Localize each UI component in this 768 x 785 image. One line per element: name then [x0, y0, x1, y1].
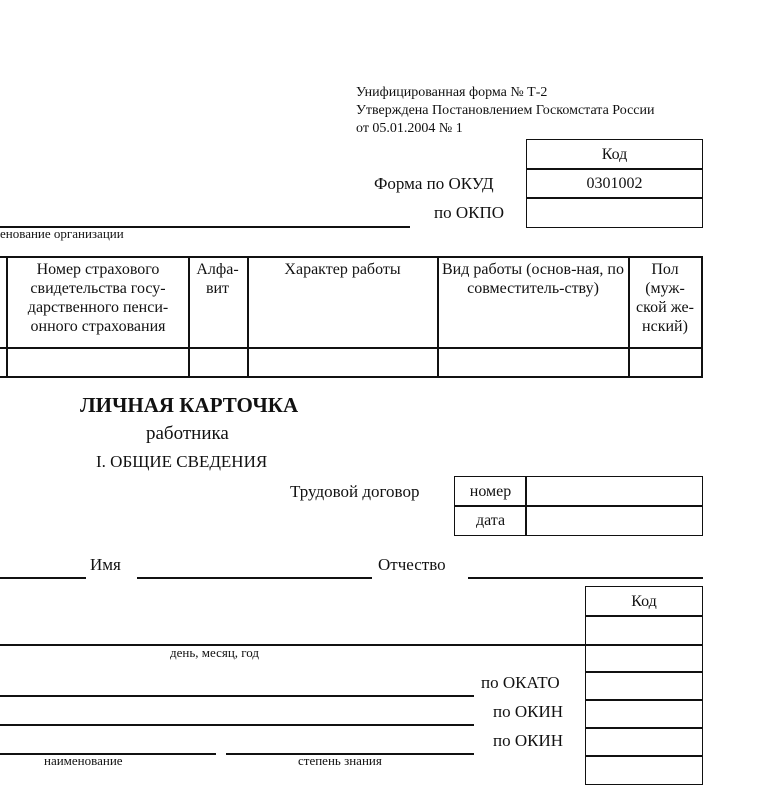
code-cell-extra[interactable]	[585, 755, 703, 785]
okpo-label: по ОКПО	[434, 203, 505, 222]
approval-line: Утверждена Постановлением Госкомстата России	[356, 103, 655, 118]
patronymic-line[interactable]	[468, 577, 703, 579]
language-level-caption: степень знания	[298, 753, 382, 768]
okud-label: Форма по ОКУД	[374, 174, 494, 193]
col-work-character: Характер работы	[284, 261, 401, 278]
kod-bottom-label: Код	[631, 593, 657, 610]
okin-label-1: по ОКИН	[493, 702, 564, 721]
contract-date-label: дата	[475, 512, 506, 529]
approval-date-line: от 05.01.2004 № 1	[356, 121, 463, 136]
first-name-line[interactable]	[137, 577, 372, 579]
contract-label: Трудовой договор	[290, 482, 420, 501]
cell-gender[interactable]	[630, 352, 701, 374]
contract-number-field[interactable]	[525, 476, 703, 507]
code-cell-okato[interactable]	[585, 671, 703, 701]
cell-insurance-number[interactable]	[8, 352, 188, 374]
okin-label-2: по ОКИН	[493, 731, 564, 750]
code-cell-okin1[interactable]	[585, 699, 703, 729]
okud-value: 0301002	[586, 175, 643, 192]
code-cell-birthdate[interactable]	[585, 615, 703, 646]
info-table	[0, 256, 703, 378]
okpo-cell[interactable]	[526, 197, 703, 228]
col-gender: Пол (муж-ской же-нский)	[636, 261, 694, 335]
section-title: I. ОБЩИЕ СВЕДЕНИЯ	[96, 452, 268, 471]
cell-alphabet[interactable]	[190, 352, 247, 374]
okato-label: по ОКАТО	[481, 673, 560, 692]
card-subtitle: работника	[146, 423, 229, 444]
contract-date-field[interactable]	[525, 505, 703, 536]
cell-work-type[interactable]	[439, 352, 628, 374]
first-name-label: Имя	[90, 555, 121, 574]
organization-caption: енование организации	[0, 226, 124, 241]
col-insurance-number: Номер страхового свидетельства госу-дарственного пенси-онного страхования	[27, 261, 169, 335]
col-work-type: Вид работы (основ-ная, по совместитель-ству)	[441, 261, 624, 297]
patronymic-label: Отчество	[378, 555, 446, 574]
surname-line[interactable]	[0, 577, 86, 579]
col-alphabet: Алфа-вит	[196, 261, 239, 297]
birth-date-caption: день, месяц, год	[170, 645, 260, 660]
citizenship-line[interactable]	[0, 724, 474, 726]
card-title: ЛИЧНАЯ КАРТОЧКА	[80, 393, 299, 417]
code-cell-birthplace[interactable]	[585, 644, 703, 673]
contract-number-label: номер	[469, 483, 512, 500]
kod-bottom-header	[585, 586, 703, 617]
okud-cell[interactable]	[526, 168, 703, 199]
birth-date-line[interactable]	[0, 644, 585, 646]
kod-header-cell	[526, 139, 703, 170]
language-name-caption: наименование	[44, 753, 123, 768]
form-number-line: Унифицированная форма № Т-2	[356, 85, 548, 100]
contract-date-label-cell	[454, 505, 527, 536]
contract-number-label-cell	[454, 476, 527, 507]
kod-label: Код	[601, 146, 628, 163]
code-cell-okin2[interactable]	[585, 727, 703, 757]
cell-work-character[interactable]	[249, 352, 437, 374]
birthplace-line[interactable]	[0, 695, 474, 697]
